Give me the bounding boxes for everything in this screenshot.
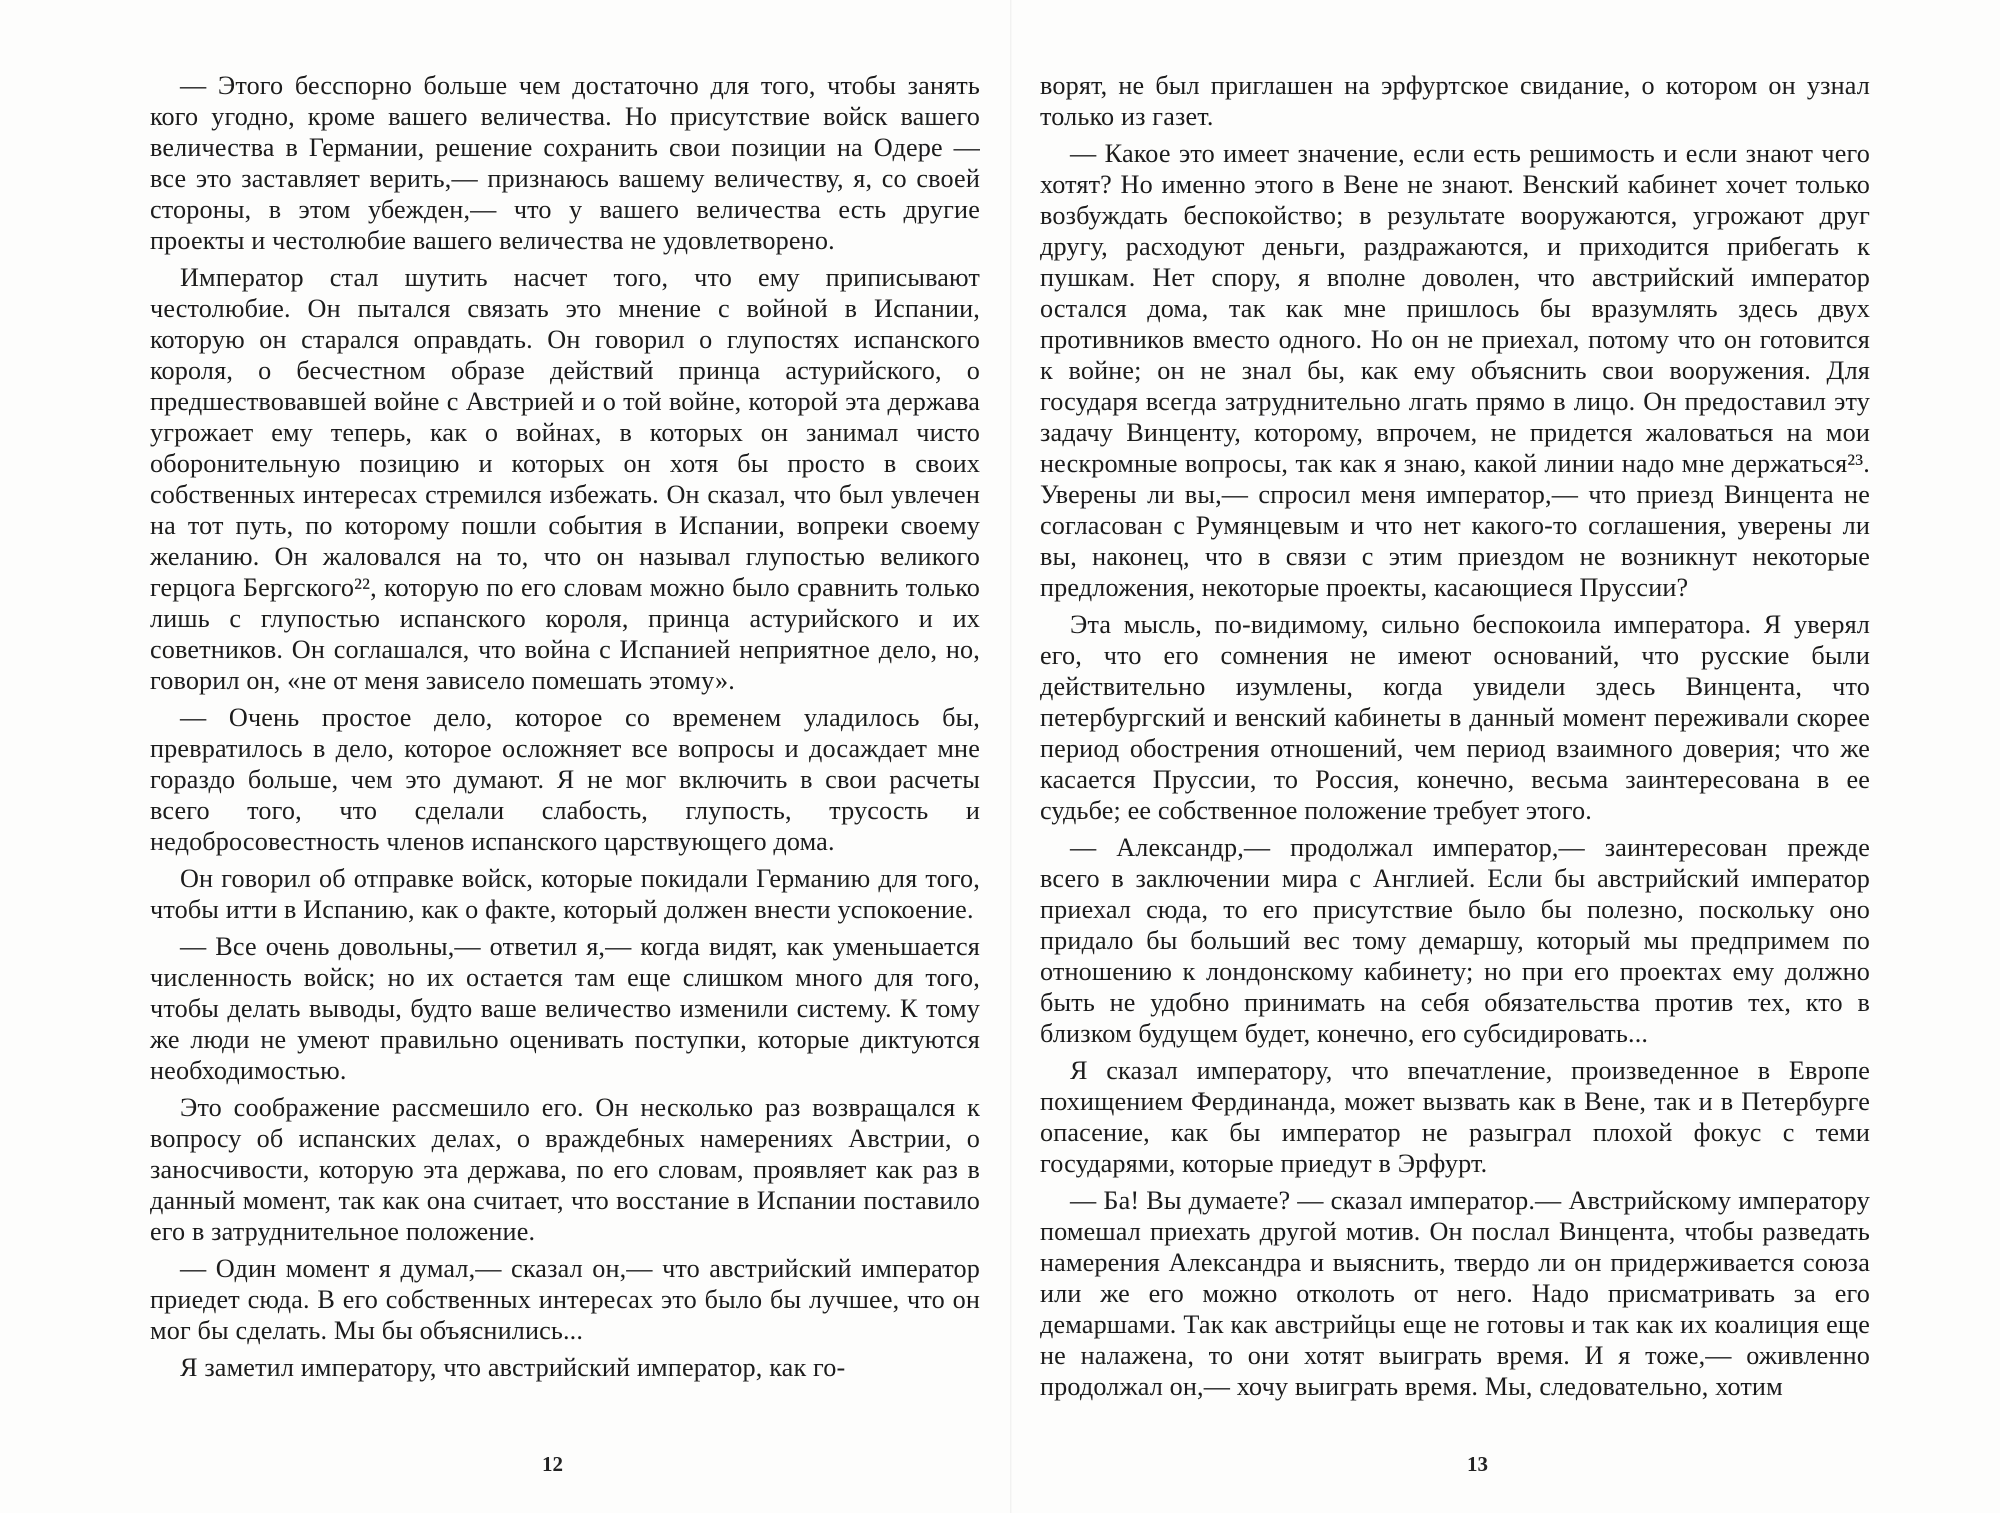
- page-gutter: [1010, 0, 1012, 1513]
- page-number-right: 13: [1467, 1452, 1488, 1476]
- paragraph: — Какое это имеет значение, если есть решимость и если знают чего хотят? Но именно этого в Вене не знают. Венский кабинет хочет только возбуждать беспокойство; в результате вооружаются, угрожают друг другу, расходуют деньги, раздражаются, и приходится прибегать к пушкам. Нет спору, я вполне доволен, что австрийский император остался дома, так как мне пришлось бы вразумлять здесь двух противников вместо одного. Но он не приехал, потому что он готовится к войне; он не знал бы, как ему объяснить свои вооружения. Для государя всегда затруднительно лгать прямо в лицо. Он предоставил эту задачу Винценту, которому, впрочем, не придется жаловаться на мои нескромные вопросы, так как я знаю, какой линии надо мне держаться²³. Уверены ли вы,— спросил меня император,— что приезд Винцента не согласован с Румянцевым и что нет какого-то соглашения, уверены ли вы, наконец, что в связи с этим приездом не возникнут некоторые предложения, некоторые проекты, касающиеся Пруссии?: [1040, 139, 1870, 602]
- right-page: [1040, 70, 1870, 1408]
- paragraph: Я заметил императору, что австрийский император, как го-: [180, 1353, 846, 1382]
- paragraph: — Один момент я думал,— сказал он,— что австрийский император приедет сюда. В его собственных интересах это было бы лучшее, что он мог бы сделать. Мы бы объяснились...: [150, 1254, 980, 1345]
- paragraph: — Все очень довольны,— ответил я,— когда видят, как уменьшается численность войск; но их остается там еще слишком много для того, чтобы делать выводы, будто ваше величество изменили систему. К тому же люди не умеют правильно оценивать поступки, которые диктуются необходимостью.: [150, 932, 980, 1085]
- paragraph: Эта мысль, по-видимому, сильно беспокоила императора. Я уверял его, что его сомнения не имеют оснований, что русские были действительно изумлены, когда увидели здесь Винцента, что петербургский и венский кабинеты в данный момент переживали скорее период обострения отношений, чем период взаимного доверия; что же касается Пруссии, то Россия, конечно, весьма заинтересована в ее судьбе; ее собственное положение требует этого.: [1040, 610, 1870, 825]
- page-number-left: 12: [542, 1452, 563, 1476]
- paragraph: — Ба! Вы думаете? — сказал император.— Австрийскому императору помешал приехать другой мотив. Он послал Винцента, чтобы разведать намерения Александра и выяснить, твердо ли он придерживается союза или же его можно отколоть от него. Надо присматривать за его демаршами. Так как австрийцы еще не готовы и так как их коалиция еще не налажена, то они хотят выиграть время. И я тоже,— оживленно продолжал он,— хочу выиграть время. Мы, следовательно, хотим: [1040, 1186, 1870, 1401]
- left-page: [150, 70, 980, 1389]
- paragraph: Он говорил об отправке войск, которые покидали Германию для того, чтобы итти в Испанию, как о факте, который должен внести успокоение.: [150, 864, 980, 924]
- paragraph: — Очень простое дело, которое со временем уладилось бы, превратилось в дело, которое осложняет все вопросы и досаждает мне гораздо больше, чем это думают. Я не мог включить в свои расчеты всего того, что сделали слабость, глупость, трусость и недобросовестность членов испанского царствующего дома.: [150, 703, 980, 856]
- paragraph: Я сказал императору, что впечатление, произведенное в Европе похищением Фердинанда, может вызвать как в Вене, так и в Петербурге опасение, как бы император не разыграл плохой фокус с теми государями, которые приедут в Эрфурт.: [1040, 1056, 1870, 1178]
- paragraph: Император стал шутить насчет того, что ему приписывают честолюбие. Он пытался связать это мнение с войной в Испании, которую он старался оправдать. Он говорил о глупостях испанского короля, о бесчестном образе действий принца астурийского, о предшествовавшей войне с Австрией и о той войне, которой эта держава угрожает ему теперь, как о войнах, в которых он занимал чисто оборонительную позицию и которых он хотя бы просто в своих собственных интересах стремился избежать. Он сказал, что был увлечен на тот путь, по которому пошли события в Испании, вопреки своему желанию. Он жаловался на то, что он называл глупостью великого герцога Бергского²², которую по его словам можно было сравнить только лишь с глупостью испанского короля, принца астурийского и их советников. Он соглашался, что война с Испанией неприятное дело, но, говорил он, «не от меня зависело помешать этому».: [150, 263, 980, 695]
- paragraph: Это соображение рассмешило его. Он несколько раз возвращался к вопросу об испанских делах, о враждебных намерениях Австрии, о заносчивости, которую эта держава, по его словам, проявляет как раз в данный момент, так как она считает, что восстание в Испании поставило его в затруднительное положение.: [150, 1093, 980, 1246]
- paragraph: — Александр,— продолжал император,— заинтересован прежде всего в заключении мира с Англией. Если бы австрийский император приехал сюда, то его присутствие было бы полезно, поскольку оно придало бы больший вес тому демаршу, который мы предпримем по отношению к лондонскому кабинету; но при его проектах ему должно быть не удобно принимать на себя обязательства против тех, кто в близком будущем будет, конечно, его субсидировать...: [1040, 833, 1870, 1048]
- paragraph: — Этого бесспорно больше чем достаточно для того, чтобы занять кого угодно, кроме вашего величества. Но присутствие войск вашего величества в Германии, решение сохранить свои позиции на Одере — все это заставляет верить,— признаюсь вашему величеству, я, со своей стороны, в этом убежден,— что у вашего величества есть другие проекты и честолюбие вашего величества не удовлетворено.: [150, 71, 980, 255]
- paragraph: ворят, не был приглашен на эрфуртское свидание, о котором он узнал только из газет.: [1040, 71, 1870, 131]
